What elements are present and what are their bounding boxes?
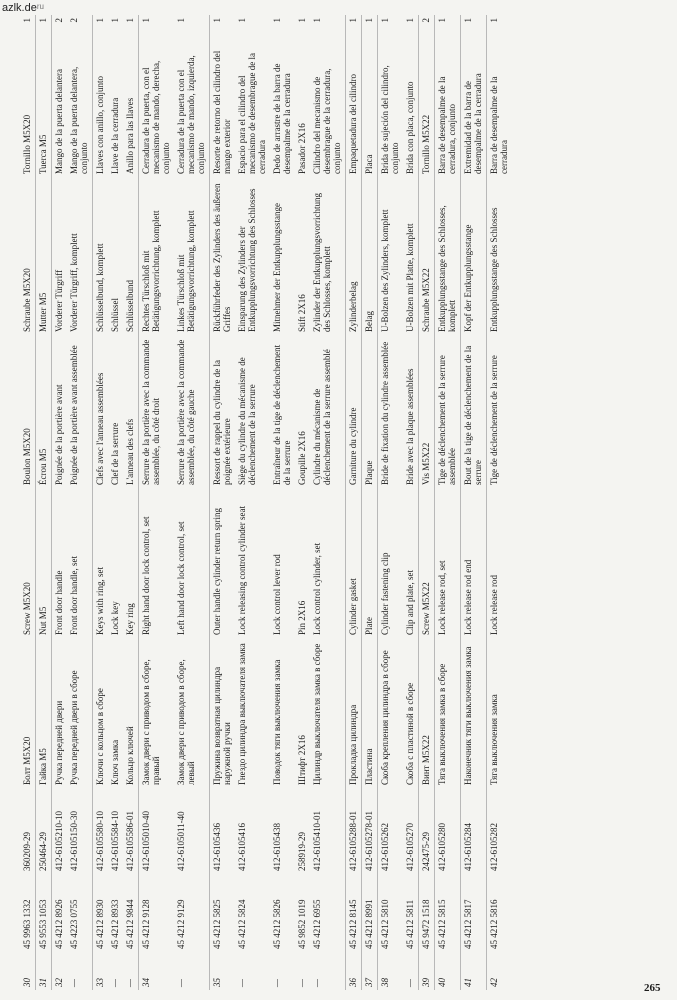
russian-name: Скоба крепления цилиндра в сборе [378,638,404,788]
part-number: 45 4212 5810 [378,874,404,952]
factory-code: 412-6105410-01 [312,811,322,871]
spanish-name: Cerradura de la puerta, con el mecanismo de mando, derecha, conjunto [139,40,175,177]
english-name: Front door handle, set [69,556,79,635]
english-name: Clip and plate, set [405,570,415,635]
factory-code: 360209-29 [22,832,32,871]
quantity: 1 [362,15,378,40]
table-row [36,15,52,990]
russian-name: Наконечник тяги выключения замка [461,638,487,788]
table-row [295,15,310,990]
factory-code: 412-6105584-10 [110,811,120,871]
part-number: 45 4212 9844 [125,899,135,949]
table-row [93,15,109,990]
table-row [270,15,295,990]
german-name: Schlüssel [110,297,120,332]
factory-code: 412-6105280 [435,788,461,874]
german-name: Rechtes Türschloß mit Betätigungsvorrichtung, komplett [139,177,175,335]
french-name: Plaque [362,335,378,488]
part-number: 45 4212 5824 [237,899,247,949]
ref-number: 34 [139,952,175,990]
spanish-name: Extremidad de la barra de desempalme de la cerradura [461,40,487,177]
german-name: Linkes Türschloß mit Betätigungsvorrichtung, komplett [176,210,196,332]
german-name: Schlüsselbund [125,279,135,332]
part-number: 45 4212 8933 [110,899,120,949]
ref-number: 37 [362,952,378,990]
factory-code: 412-6105270 [405,823,415,871]
spanish-name: Cilindro del mecanismo de desembrague de la cerradura, conjunto [312,68,342,174]
german-name: Schraube M5X22 [419,177,435,335]
quantity: 1 [435,15,461,40]
factory-code: 412-6105438 [272,823,282,871]
factory-code: 242475-29 [419,788,435,874]
german-name: Entkupplungsstange des Schlosses, komplett [435,177,461,335]
quantity: 1 [93,15,109,40]
quantity: 1 [297,18,307,23]
russian-name: Пластина [362,638,378,788]
quantity: 1 [461,15,487,40]
ref-number: 39 [419,952,435,990]
russian-name: Штифт 2X16 [297,735,307,785]
table-row [378,15,404,990]
factory-code: 412-6105436 [210,788,236,874]
part-number: 45 4212 6955 [312,899,322,949]
quantity: 1 [312,18,322,23]
ref-number: — [297,978,307,987]
english-name: Left hand door lock control, set [176,521,186,635]
russian-name: Ручка передней двери [52,638,68,788]
factory-code: 258919-29 [297,832,307,871]
part-number: 45 4212 5815 [435,874,461,952]
spanish-name: Pasador 2X16 [297,123,307,174]
table-row [52,15,68,990]
factory-code: 412-6105282 [487,788,513,874]
russian-name: Прокладка цилиндра [346,638,362,788]
russian-name: Винт M5X22 [419,638,435,788]
english-name: Screw M5X22 [419,488,435,638]
part-number: 45 4212 8991 [362,874,378,952]
german-name: Belag [362,177,378,335]
factory-code: 412-6105278-01 [362,788,378,874]
english-name: Cylinder fastening clip [378,488,404,638]
spanish-name: Tornillo M5X22 [419,40,435,177]
russian-name: Замок двери с приводом в сборе, правый [139,638,175,788]
table-row [435,15,461,990]
french-name: Bride avec la plaque assemblées [405,368,415,485]
ref-number: — [405,978,415,987]
french-name: Serrure de la portière avec la commande assemblée, du côté gauche [176,339,196,485]
table-row [461,15,487,990]
russian-name: Тяга выключения замка в сборе [435,638,461,788]
factory-code: 412-6105010-40 [139,788,175,874]
english-name: Right hand door lock control, set [139,488,175,638]
part-number: 45 4212 5825 [210,874,236,952]
german-name: Vorderer Türgriff [52,177,68,335]
watermark-text: azlk.de [2,2,37,14]
quantity: 1 [125,18,135,23]
german-name: Entkupplungsstange des Schlosses [487,177,513,335]
spanish-name: Barra de desempalme de la cerradura [487,40,513,177]
quantity: 2 [419,15,435,40]
english-name: Front door handle [52,488,68,638]
french-name: Clefs avec l'anneau assemblées [93,335,109,488]
english-name: Lock control cylinder, set [312,542,322,635]
table-row [67,15,93,990]
table-row [139,15,175,990]
spanish-name: Tornillo M5X20 [22,114,32,174]
french-name: L'anneau des clefs [125,418,135,485]
german-name: Kopf der Entkupplungsstange [461,177,487,335]
french-name: Goupille 2X16 [297,431,307,485]
french-name: Poignée de la portière avant assemblée [69,345,79,485]
part-number: 45 4212 8145 [346,874,362,952]
factory-code: 412-6105416 [237,823,247,871]
ref-number: 42 [487,952,513,990]
french-name: Entraîneur de la tige de déclenchement de la serrure [272,344,292,485]
spanish-name: Cerradura de la puerta con el mecanismo de mando, izquierda, conjunto [176,55,206,174]
russian-name: Кольцо ключей [125,726,135,785]
spanish-name: Placa [362,40,378,177]
table-row [123,15,139,990]
quantity: 1 [378,15,404,40]
russian-name: Ключ замка [110,739,120,785]
table-row [108,15,123,990]
part-number: 45 4212 8930 [93,874,109,952]
german-name: Zylinderbelag [346,177,362,335]
ref-number: 35 [210,952,236,990]
spanish-name: Tuerca M5 [36,40,52,177]
russian-name: Гайка M5 [36,638,52,788]
quantity: 1 [36,15,52,40]
watermark-suffix: ru [36,2,44,11]
russian-name: Болт M5X20 [22,736,32,785]
german-name: Mutter M5 [36,177,52,335]
ref-number: 36 [346,952,362,990]
table-row [362,15,378,990]
quantity: 1 [487,15,513,40]
parts-table [20,15,512,990]
quantity: 1 [405,18,415,23]
table-row [235,15,270,990]
english-name: Outer handle cylinder return spring [210,488,236,638]
spanish-name: Espacio para el cilindro del mecanismo de desembrague de la cerradura [237,53,267,174]
ref-number: — [69,978,79,987]
english-name: Lock release rod [487,488,513,638]
quantity: 1 [139,15,175,40]
quantity: 1 [176,18,186,23]
ref-number: 33 [93,952,109,990]
table-row [346,15,362,990]
french-name: Garniture du cylindre [346,335,362,488]
table-row [310,15,346,990]
table-row [174,15,210,990]
spanish-name: Empaquetadura del cilindro [346,40,362,177]
german-name: Mitnehmer der Entkupplungsstange [272,203,282,332]
ref-number: — [176,978,186,987]
ref-number: 40 [435,952,461,990]
part-number: 45 4212 5817 [461,874,487,952]
factory-code: 412-6105284 [461,788,487,874]
french-name: Tige de déclenchement de la serrure [487,335,513,488]
french-name: Tige de déclenchement de la serrure assemblée [435,335,461,488]
ref-number: — [125,978,135,987]
english-name: Lock releasing control cylinder seat [237,506,247,635]
table-row [20,15,36,990]
ref-number: — [272,978,282,987]
factory-code: 412-6105150-30 [69,811,79,871]
ref-number: 41 [461,952,487,990]
french-name: Boulon M5X20 [22,428,32,485]
factory-code: 412-6105580-10 [93,788,109,874]
part-number: 45 4212 5811 [405,899,415,949]
french-name: Bride de fixation du cylindre assemblée [378,335,404,488]
russian-name: Гнездо цилиндра выключателя замка [237,643,247,785]
russian-name: Поводок тяги выключения замка [272,659,282,785]
french-name: Serrure de la portière avec la commande assemblée, du côté droit [139,335,175,488]
german-name: Zylinder der Entkupplungsvorrichtung des Schlosses, komplett [312,193,332,332]
ref-number: — [237,978,247,987]
ref-number: 38 [378,952,404,990]
spanish-name: Anillo para las llaves [125,97,135,174]
spanish-name: Resorte de retorno del cilindro del mango exterior [210,40,236,177]
part-number: 45 4223 0755 [69,899,79,949]
ref-number: 31 [36,952,52,990]
russian-name: Скоба с пластиной в сборе [405,682,415,785]
french-name: Vis M5X22 [419,335,435,488]
parts-table-body [20,15,512,990]
french-name: Poignée de la portière avant [52,335,68,488]
english-name: Cylinder gasket [346,488,362,638]
spanish-name: Dedo de arrastre de la barra de desempalme de la cerradura [272,63,292,174]
ref-number: — [110,978,120,987]
part-number: 45 4212 5826 [272,899,282,949]
german-name: Einsparung des Zylinders der Entkupplungsvorrichtung des Schlosses [237,188,257,332]
part-number: 45 4212 9129 [176,899,186,949]
english-name: Nut M5 [36,488,52,638]
german-name: U-Bolzen des Zylinders, komplett [378,177,404,335]
french-name: Bout de la tige de déclenchement de la serrure [461,335,487,488]
part-number: 45 9553 1053 [36,874,52,952]
factory-code: 412-6105262 [378,788,404,874]
german-name: U-Bolzen mit Platte, komplett [405,223,415,332]
german-name: Schlüsselbund, komplett [93,177,109,335]
quantity: 1 [272,18,282,23]
english-name: Key ring [125,603,135,635]
french-name: Ressort de rappel du cylindre de la poignée extérieure [210,335,236,488]
german-name: Rückführfeder des Zylinders des äußeren Griffes [210,177,236,335]
quantity: 1 [210,15,236,40]
page-number: 265 [644,982,661,994]
spanish-name: Llaves con anillo, conjunto [93,40,109,177]
quantity: 1 [110,18,120,23]
spanish-name: Brida con placa, conjunto [405,81,415,174]
factory-code: 412-6105210-10 [52,788,68,874]
english-name: Lock release rod end [461,488,487,638]
english-name: Pin 2X16 [297,600,307,635]
spanish-name: Mango de la puerta delantera, conjunto [69,66,89,174]
table-row [419,15,435,990]
spanish-name: Brida de sujeción del cilindro, conjunto [378,40,404,177]
russian-name: Замок двери с приводом в сборе, левый [176,659,196,785]
quantity: 1 [346,15,362,40]
factory-code: 412-6105586-01 [125,811,135,871]
french-name: Clef de la serrure [110,422,120,485]
part-number: 45 4212 5816 [487,874,513,952]
russian-name: Пружина возвратная цилиндра наружной ручки [210,638,236,788]
ref-number: — [312,978,322,987]
russian-name: Ручка передней двери в сборе [69,670,79,785]
part-number: 45 9472 1518 [419,874,435,952]
russian-name: Тяга выключения замка [487,638,513,788]
quantity: 1 [22,18,32,23]
part-number: 45 9963 1332 [22,899,32,949]
factory-code: 412-6105011-40 [176,811,186,871]
english-name: Keys with ring, set [93,488,109,638]
table-row [210,15,236,990]
russian-name: Цилиндр выключателя замка в сборе [312,643,322,785]
table-row [487,15,513,990]
french-name: Écrou M5 [36,335,52,488]
german-name: Vorderer Türgriff, komplett [69,233,79,332]
part-number: 45 4212 8926 [52,874,68,952]
ref-number: 32 [52,952,68,990]
spanish-name: Llave de la cerradura [110,97,120,174]
german-name: Schraube M5X20 [22,268,32,332]
french-name: Cylindre du mécanisme de déclenchement de la serrure assemblé [312,349,332,485]
russian-name: Ключи с кольцом в сборе [93,638,109,788]
german-name: Stift 2X16 [297,294,307,332]
english-name: Lock release rod, set [435,488,461,638]
quantity: 2 [52,15,68,40]
english-name: Lock key [110,601,120,635]
spanish-name: Barra de desempalme de la cerradura, conjunto [435,40,461,177]
factory-code: 412-6105288-01 [346,788,362,874]
factory-code: 250464-29 [36,788,52,874]
part-number: 45 4212 9128 [139,874,175,952]
spanish-name: Mango de la puerta delantera [52,40,68,177]
french-name: Siège du cylindre du mécanisme de déclenchement de la serrure [237,357,257,485]
english-name: Plate [362,488,378,638]
english-name: Lock control lever rod [272,554,282,635]
ref-number: 30 [22,978,32,987]
table-row [403,15,419,990]
english-name: Screw M5X20 [22,582,32,635]
quantity: 2 [69,18,79,23]
quantity: 1 [237,18,247,23]
part-number: 45 9852 1019 [297,899,307,949]
